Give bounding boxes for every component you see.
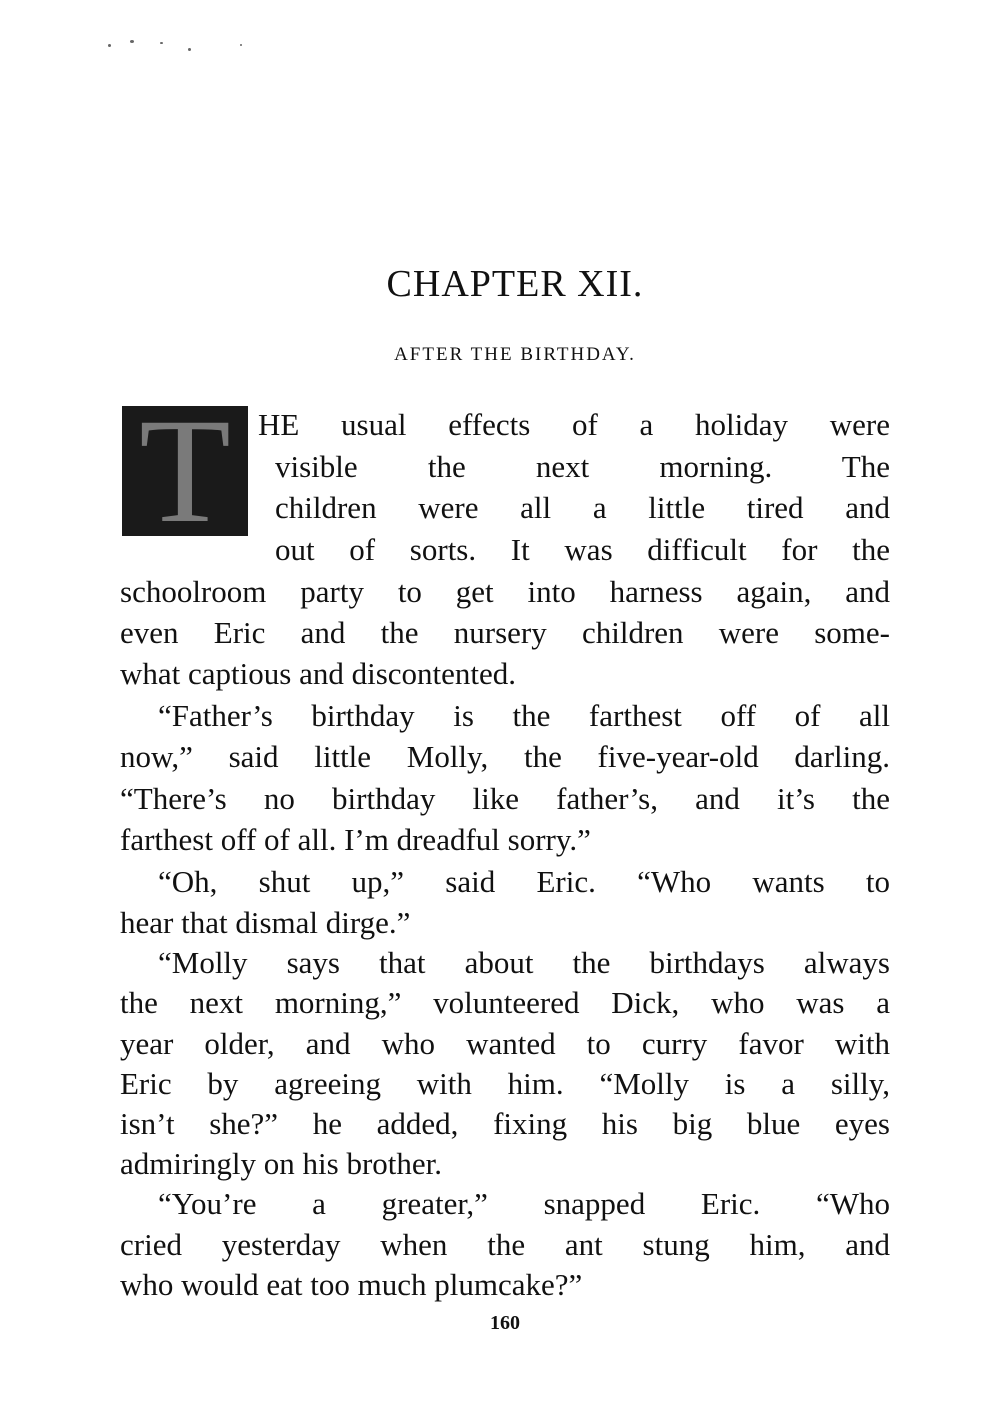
text-line: Eric by agreeing with him. “Molly is a silly, bbox=[120, 1066, 890, 1101]
text-line: farthest off of all. I’m dreadful sorry.” bbox=[120, 822, 591, 857]
text-line: children were all a little tired and bbox=[275, 490, 890, 525]
text-line: out of sorts. It was difficult for the bbox=[275, 532, 890, 567]
text-line: “Father’s birthday is the farthest off of all bbox=[158, 698, 890, 733]
print-speck bbox=[160, 42, 163, 44]
text-line: visible the next morning. The bbox=[275, 449, 890, 484]
text-line: admiringly on his brother. bbox=[120, 1146, 443, 1181]
text-line: the next morning,” volunteered Dick, who was a bbox=[120, 985, 890, 1020]
text-line: year older, and who wanted to curry favor with bbox=[120, 1026, 890, 1061]
print-speck bbox=[130, 40, 134, 43]
drop-cap: T bbox=[122, 406, 248, 536]
chapter-title: CHAPTER XII. bbox=[386, 263, 644, 305]
text-line: “Molly says that about the birthdays always bbox=[158, 945, 890, 980]
text-line: hear that dismal dirge.” bbox=[120, 905, 411, 940]
text-line: who would eat too much plumcake?” bbox=[120, 1267, 583, 1302]
text-line: “Oh, shut up,” said Eric. “Who wants to bbox=[158, 864, 890, 899]
print-speck bbox=[188, 48, 191, 51]
text-line: even Eric and the nursery children were some- bbox=[120, 615, 890, 650]
text-line: “You’re a greater,” snapped Eric. “Who bbox=[158, 1186, 890, 1221]
text-line: “There’s no birthday like father’s, and it’s the bbox=[120, 781, 890, 816]
page-number: 160 bbox=[490, 1312, 520, 1334]
print-speck bbox=[240, 44, 242, 46]
text-line: cried yesterday when the ant stung him, and bbox=[120, 1227, 890, 1262]
text-line: now,” said little Molly, the five-year-old darling. bbox=[120, 739, 890, 774]
text-line: schoolroom party to get into harness again, and bbox=[120, 574, 890, 609]
text-line: what captious and discontented. bbox=[120, 656, 517, 691]
text-line: isn’t she?” he added, fixing his big blue eyes bbox=[120, 1106, 890, 1141]
print-speck bbox=[108, 44, 111, 47]
text-line: HE usual effects of a holiday were bbox=[258, 407, 890, 442]
chapter-subtitle: AFTER THE BIRTHDAY. bbox=[394, 344, 636, 365]
